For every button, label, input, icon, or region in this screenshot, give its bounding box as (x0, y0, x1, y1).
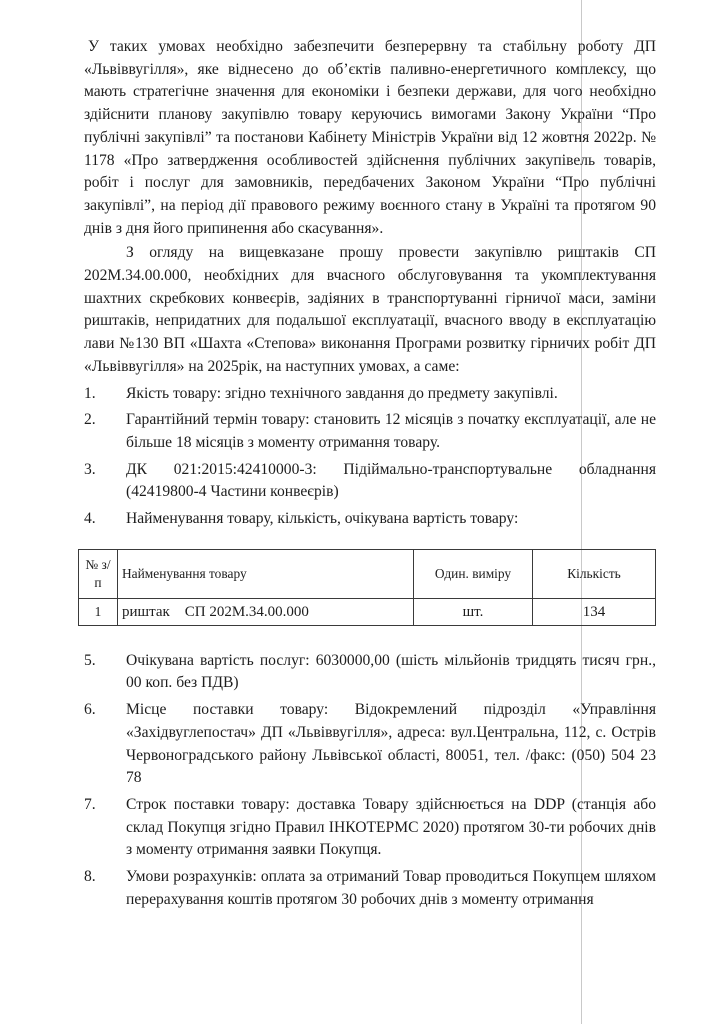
list-item-number: 8. (84, 868, 96, 886)
list-item-number: 4. (84, 510, 96, 528)
request-paragraph: З огляду на вищевказане прошу провести закупівлю риштаків СП 202М.34.00.000, необхідних для вчасного обслуговування та укомплектування шахтних скребкових конвеєрів, задіяних в транспортуванні гірничої маси, заміни риштаків, непридатних для подальшої експлуатації, вчасного вводу в експлуатацію лави №130 ВП «Шахта «Степова» виконання Програми розвитку гірничих робіт ДП «Львіввугілля» на 2025рік, на наступних умовах, а саме: (84, 244, 656, 375)
list-item (84, 508, 656, 531)
list-item (84, 409, 656, 454)
intro-paragraph: У таких умовах необхідно забезпечити безперервну та стабільну роботу ДП «Львіввугілля», яке віднесено до об’єктів паливно-енергетичного комплексу, що мають стратегічне значення для економіки і безпеки держави, для чого необхідно здійснити планову закупівлю товару керуючись вимогами Закону України “Про публічні закупівлі” та постанови Кабінету Міністрів України від 12 жовтня 2022р. № 1178 «Про затвердження особливостей здійснення публічних закупівель товарів, робіт і послуг для замовників, передбачених Законом України “Про публічні закупівлі”, на період дії правового режиму воєнного стану в Україні та протягом 90 днів з дня його припинення або скасування». (84, 38, 656, 237)
list-item-number: 5. (84, 651, 96, 669)
list-item-number: 3. (84, 460, 96, 478)
list-item-text: Якість товару: згідно технічного завдання до предмету закупівлі. (126, 384, 558, 402)
header-number: № з/п (79, 549, 118, 598)
list-item-text: Очікувана вартість послуг: 6030000,00 (шість мільйонів тридцять тисяч грн., 00 коп. без ПДВ) (126, 651, 656, 692)
list-item (84, 459, 656, 504)
cell-name: риштак СП 202М.34.00.000 (118, 598, 414, 625)
goods-table (78, 549, 656, 626)
list-item-number: 6. (84, 701, 96, 719)
list-item (84, 650, 656, 695)
document-page (84, 36, 656, 912)
list-item-number: 7. (84, 795, 96, 813)
list-item-number: 2. (84, 411, 96, 429)
header-quantity: Кількість (533, 549, 656, 598)
list-item-text: Гарантійний термін товару: становить 12 місяців з початку експлуатації, але не більше 18 місяців з моменту отримання товару. (126, 411, 656, 451)
list-item (84, 866, 656, 911)
list-item (84, 699, 656, 790)
cell-quantity: 134 (533, 598, 656, 625)
header-unit: Один. виміру (414, 549, 533, 598)
list-item-number: 1. (84, 384, 96, 402)
list-item (84, 794, 656, 862)
cell-number: 1 (79, 598, 118, 625)
cell-unit: шт. (414, 598, 533, 625)
list-item-text: Найменування товару, кількість, очікувана вартість товару: (126, 510, 519, 528)
list-item-text: Умови розрахунків: оплата за отриманий Товар проводиться Покупцем шляхом перерахування коштів протягом 30 робочих днів з моменту отримання (126, 868, 656, 908)
table-row (79, 598, 656, 625)
list-item (84, 383, 656, 406)
list-item-text: Місце поставки товару: Відокремлений підрозділ «Управління «Західвуглепостач» ДП «Львіввугілля», адреса: вул.Центральна, 112, с. Острів Червоноградського району Львівської області, 80051, тел. /факс: (050) 504 23 78 (126, 701, 656, 787)
header-name: Найменування товару (118, 549, 414, 598)
list-item-text: ДК 021:2015:42410000-3: Підіймально-транспортувальне обладнання (42419800-4 Частини конвеєрів) (126, 460, 656, 501)
list-item-text: Строк поставки товару: доставка Товару здійснюється на DDP (станція або склад Покупця згідно Правил ІНКОТЕРМС 2020) протягом 30-ти робочих днів з моменту отримання заявки Покупця. (126, 795, 656, 859)
table-header-row (79, 549, 656, 598)
